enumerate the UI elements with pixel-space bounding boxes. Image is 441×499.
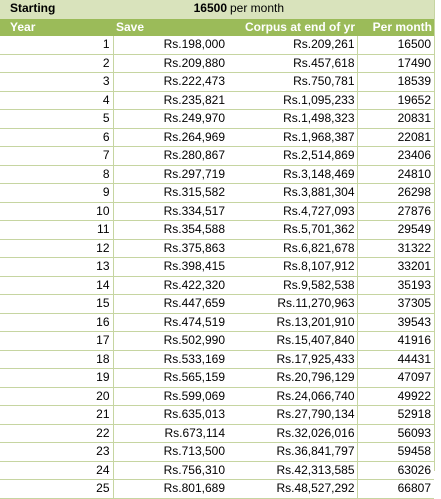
table-row xyxy=(0,36,434,54)
save-cell: Rs.801,689 xyxy=(113,480,227,499)
table-row xyxy=(0,350,434,369)
table-row xyxy=(0,295,434,314)
table-row xyxy=(0,443,434,462)
table-row xyxy=(0,480,434,499)
per-month-cell: 41916 xyxy=(357,332,434,351)
save-cell: Rs.673,114 xyxy=(113,424,227,443)
per-month-cell: 49922 xyxy=(357,387,434,406)
per-month-cell: 22081 xyxy=(357,128,434,147)
per-month-cell: 24810 xyxy=(357,165,434,184)
corpus-cell: Rs.5,701,362 xyxy=(227,221,357,240)
save-cell: Rs.422,320 xyxy=(113,276,227,295)
table-row xyxy=(0,73,434,92)
corpus-cell: Rs.20,796,129 xyxy=(227,369,357,388)
year-cell: 11 xyxy=(0,221,113,240)
save-cell: Rs.280,867 xyxy=(113,147,227,166)
year-cell: 2 xyxy=(0,54,113,73)
table-row xyxy=(0,128,434,147)
corpus-cell: Rs.48,527,292 xyxy=(227,480,357,499)
save-cell: Rs.565,159 xyxy=(113,369,227,388)
save-cell: Rs.209,880 xyxy=(113,54,227,73)
per-month-cell: 26298 xyxy=(357,184,434,203)
year-cell: 7 xyxy=(0,147,113,166)
corpus-cell: Rs.24,066,740 xyxy=(227,387,357,406)
save-cell: Rs.297,719 xyxy=(113,165,227,184)
year-cell: 15 xyxy=(0,295,113,314)
save-cell: Rs.235,821 xyxy=(113,91,227,110)
table-row xyxy=(0,424,434,443)
table-row xyxy=(0,332,434,351)
year-cell: 13 xyxy=(0,258,113,277)
per-month-cell: 37305 xyxy=(357,295,434,314)
save-cell: Rs.264,969 xyxy=(113,128,227,147)
save-cell: Rs.222,473 xyxy=(113,73,227,92)
per-month-cell: 33201 xyxy=(357,258,434,277)
table-row xyxy=(0,165,434,184)
save-cell: Rs.502,990 xyxy=(113,332,227,351)
per-month-cell: 17490 xyxy=(357,54,434,73)
per-month-cell: 16500 xyxy=(357,36,434,54)
corpus-cell: Rs.1,498,323 xyxy=(227,110,357,129)
per-month-cell: 39543 xyxy=(357,313,434,332)
corpus-cell: Rs.6,821,678 xyxy=(227,239,357,258)
corpus-cell: Rs.11,270,963 xyxy=(227,295,357,314)
save-cell: Rs.334,517 xyxy=(113,202,227,221)
per-month-cell: 52918 xyxy=(357,406,434,425)
corpus-cell: Rs.3,881,304 xyxy=(227,184,357,203)
year-cell: 20 xyxy=(0,387,113,406)
table-row xyxy=(0,313,434,332)
table-row xyxy=(0,221,434,240)
per-month-cell: 47097 xyxy=(357,369,434,388)
per-month-cell: 44431 xyxy=(357,350,434,369)
per-month-cell: 56093 xyxy=(357,424,434,443)
corpus-cell: Rs.9,582,538 xyxy=(227,276,357,295)
corpus-cell: Rs.15,407,840 xyxy=(227,332,357,351)
save-cell: Rs.599,069 xyxy=(113,387,227,406)
table-row xyxy=(0,276,434,295)
year-cell: 23 xyxy=(0,443,113,462)
year-cell: 1 xyxy=(0,36,113,54)
year-cell: 9 xyxy=(0,184,113,203)
save-cell: Rs.249,970 xyxy=(113,110,227,129)
per-month-cell: 19652 xyxy=(357,91,434,110)
year-cell: 10 xyxy=(0,202,113,221)
table-row xyxy=(0,184,434,203)
corpus-cell: Rs.17,925,433 xyxy=(227,350,357,369)
year-cell: 25 xyxy=(0,480,113,499)
per-month-cell: 20831 xyxy=(357,110,434,129)
year-cell: 22 xyxy=(0,424,113,443)
save-cell: Rs.315,582 xyxy=(113,184,227,203)
corpus-cell: Rs.457,618 xyxy=(227,54,357,73)
table-row xyxy=(0,369,434,388)
corpus-cell: Rs.209,261 xyxy=(227,36,357,54)
per-month-cell: 18539 xyxy=(357,73,434,92)
table-row xyxy=(0,91,434,110)
per-month-cell: 66807 xyxy=(357,480,434,499)
column-header-save: Save xyxy=(113,18,227,36)
save-cell: Rs.533,169 xyxy=(113,350,227,369)
table-row xyxy=(0,202,434,221)
year-cell: 6 xyxy=(0,128,113,147)
save-cell: Rs.198,000 xyxy=(113,36,227,54)
corpus-cell: Rs.4,727,093 xyxy=(227,202,357,221)
year-cell: 24 xyxy=(0,461,113,480)
per-month-cell: 23406 xyxy=(357,147,434,166)
table-row xyxy=(0,461,434,480)
year-cell: 21 xyxy=(0,406,113,425)
save-cell: Rs.756,310 xyxy=(113,461,227,480)
per-month-cell: 27876 xyxy=(357,202,434,221)
table-row xyxy=(0,406,434,425)
per-month-cell: 31322 xyxy=(357,239,434,258)
year-cell: 14 xyxy=(0,276,113,295)
year-cell: 5 xyxy=(0,110,113,129)
corpus-cell: Rs.13,201,910 xyxy=(227,313,357,332)
corpus-cell: Rs.36,841,797 xyxy=(227,443,357,462)
per-month-cell: 59458 xyxy=(357,443,434,462)
year-cell: 19 xyxy=(0,369,113,388)
table-row xyxy=(0,110,434,129)
per-month-cell: 63026 xyxy=(357,461,434,480)
save-cell: Rs.375,863 xyxy=(113,239,227,258)
starting-row-empty-cell xyxy=(357,0,434,18)
table-row xyxy=(0,258,434,277)
starting-unit: per month xyxy=(227,0,357,18)
table-row xyxy=(0,239,434,258)
year-cell: 16 xyxy=(0,313,113,332)
save-cell: Rs.713,500 xyxy=(113,443,227,462)
starting-label: Starting xyxy=(0,0,113,18)
corpus-cell: Rs.42,313,585 xyxy=(227,461,357,480)
year-cell: 8 xyxy=(0,165,113,184)
table-row xyxy=(0,54,434,73)
corpus-cell: Rs.1,095,233 xyxy=(227,91,357,110)
year-cell: 18 xyxy=(0,350,113,369)
corpus-cell: Rs.8,107,912 xyxy=(227,258,357,277)
column-header-corpus: Corpus at end of yr xyxy=(227,18,357,36)
starting-amount: 16500 xyxy=(113,0,227,18)
save-cell: Rs.635,013 xyxy=(113,406,227,425)
year-cell: 17 xyxy=(0,332,113,351)
corpus-cell: Rs.32,026,016 xyxy=(227,424,357,443)
corpus-cell: Rs.2,514,869 xyxy=(227,147,357,166)
year-cell: 12 xyxy=(0,239,113,258)
column-header-year: Year xyxy=(0,18,113,36)
year-cell: 3 xyxy=(0,73,113,92)
corpus-cell: Rs.27,790,134 xyxy=(227,406,357,425)
corpus-cell: Rs.750,781 xyxy=(227,73,357,92)
table-row xyxy=(0,147,434,166)
save-cell: Rs.447,659 xyxy=(113,295,227,314)
save-cell: Rs.354,588 xyxy=(113,221,227,240)
table-right-edge xyxy=(434,0,435,471)
table-row xyxy=(0,387,434,406)
save-cell: Rs.398,415 xyxy=(113,258,227,277)
year-cell: 4 xyxy=(0,91,113,110)
corpus-cell: Rs.1,968,387 xyxy=(227,128,357,147)
save-cell: Rs.474,519 xyxy=(113,313,227,332)
corpus-cell: Rs.3,148,469 xyxy=(227,165,357,184)
column-header-per-month: Per month xyxy=(357,18,434,36)
starting-row xyxy=(0,0,434,18)
per-month-cell: 29549 xyxy=(357,221,434,240)
per-month-cell: 35193 xyxy=(357,276,434,295)
column-header-row xyxy=(0,18,434,36)
